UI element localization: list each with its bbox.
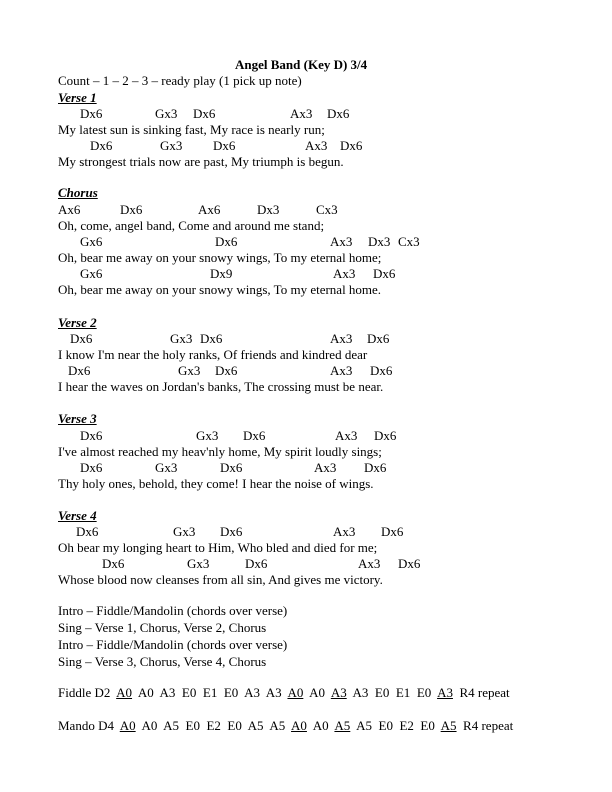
chord: Dx6 [80,106,103,121]
chord: Ax3 [335,428,358,443]
arrangement-line: Sing – Verse 1, Chorus, Verse 2, Chorus [58,620,267,635]
chord: Dx6 [68,363,91,378]
tab-note: E2 [399,718,414,733]
mando-tab [58,718,513,734]
chord: Ax3 [330,331,353,346]
section-heading: Verse 4 [58,508,97,523]
chord: Gx3 [178,363,201,378]
tab-note: A3 [159,685,176,700]
tab-note: A0 [312,718,329,733]
tab-note: E0 [223,685,239,700]
tab-note: A5 [440,718,457,733]
chord: Dx6 [193,106,216,121]
tab-note: A3 [244,685,260,700]
tab-note: A3 [352,685,369,700]
chord: Dx6 [102,556,125,571]
lyric-line: My strongest trials now are past, My triumph is begun. [58,154,344,169]
chord: Dx6 [90,138,113,153]
count-line: Count – 1 – 2 – 3 – ready play (1 pick up note) [58,73,302,88]
tab-note: A5 [247,718,264,733]
chord: Dx6 [374,428,397,443]
tab-note: E2 [206,718,221,733]
tab-note: E0 [378,718,393,733]
chord: Dx6 [327,106,350,121]
chord: Dx3 [368,234,391,249]
tab-note: E0 [227,718,242,733]
chord: Gx3 [196,428,219,443]
lyric-line: Oh, bear me away on your snowy wings, To my eternal home. [58,282,382,297]
tab-note: A5 [334,718,351,733]
chord: Dx6 [243,428,266,443]
lyric-line: Thy holy ones, behold, they come! I hear the noise of wings. [58,476,374,491]
chord: Gx3 [155,106,178,121]
chord: Cx3 [316,202,338,217]
chord: Ax3 [358,556,381,571]
lyric-line: My latest sun is sinking fast, My race is nearly run; [58,122,325,137]
chord: Gx3 [187,556,210,571]
lyric-line: Oh, come, angel band, Come and around me stand; [58,218,325,233]
tab-note: E0 [416,685,432,700]
tab-note: E0 [181,685,197,700]
song-title: Angel Band (Key D) 3/4 [235,57,368,72]
tab-note: A5 [163,718,180,733]
chord: Ax3 [330,363,353,378]
section-heading: Verse 1 [58,90,97,105]
arrangement-line: Sing – Verse 3, Chorus, Verse 4, Chorus [58,654,267,669]
chord: Ax3 [333,266,356,281]
tab-note: A5 [269,718,286,733]
chord: Ax3 [290,106,313,121]
chord: Dx6 [364,460,387,475]
lyric-line: Whose blood now cleanses from all sin, And gives me victory. [58,572,383,587]
tab-repeat: R4 repeat [463,718,514,733]
tab-note: A0 [287,685,304,700]
chord: Dx6 [70,331,93,346]
chord: Dx6 [398,556,421,571]
arrangement-line: Intro – Fiddle/Mandolin (chords over verse) [58,637,288,652]
chord: Dx6 [213,138,236,153]
chord: Gx6 [80,266,103,281]
section-heading: Verse 3 [58,411,97,426]
tab-label: Mando D4 [58,718,120,733]
fiddle-tab [58,685,510,701]
chord: Dx6 [220,524,243,539]
chord: Dx6 [120,202,143,217]
tab-note: A3 [330,685,347,700]
chord: Dx6 [80,460,103,475]
chord: Gx3 [173,524,196,539]
section-heading: Verse 2 [58,315,97,330]
chord: Dx6 [367,331,390,346]
tab-note: E0 [420,718,435,733]
chord: Gx6 [80,234,103,249]
tab-note: A0 [309,685,326,700]
lyric-line: I've almost reached my heav'nly home, My spirit loudly sings; [58,444,382,459]
chord: Dx6 [215,363,238,378]
tab-note: A0 [119,718,136,733]
chord: Dx3 [257,202,280,217]
tab-note: A5 [356,718,372,733]
chord: Gx3 [155,460,178,475]
chord: Ax3 [333,524,356,539]
tab-repeat: R4 repeat [459,685,510,700]
chord: Dx6 [220,460,243,475]
chord: Ax6 [198,202,221,217]
chord: Dx6 [381,524,404,539]
chord: Dx6 [373,266,396,281]
chord: Dx6 [340,138,363,153]
lyric-line: I know I'm near the holy ranks, Of friends and kindred dear [58,347,368,362]
tab-label: Fiddle D2 [58,685,117,700]
chord: Dx6 [200,331,223,346]
tab-note: A3 [437,685,453,700]
chord: Ax3 [314,460,337,475]
chord: Ax6 [58,202,81,217]
chord: Gx3 [160,138,183,153]
chord: Dx6 [245,556,268,571]
chord: Dx6 [215,234,238,249]
lyric-line: I hear the waves on Jordan's banks, The crossing must be near. [58,379,384,394]
lyric-line: Oh bear my longing heart to Him, Who bled and died for me; [58,540,378,555]
arrangement-line: Intro – Fiddle/Mandolin (chords over verse) [58,603,288,618]
chord: Cx3 [398,234,420,249]
chord: Dx6 [80,428,103,443]
chord: Ax3 [305,138,328,153]
tab-note: A0 [291,718,307,733]
tab-note: E0 [374,685,390,700]
chord: Gx3 [170,331,193,346]
tab-note: E1 [395,685,411,700]
chord: Ax3 [330,234,353,249]
tab-note: A0 [116,685,133,700]
tab-note: A0 [137,685,154,700]
tab-note: E0 [185,718,200,733]
tab-note: A0 [141,718,158,733]
section-heading: Chorus [58,185,98,200]
chord: Dx9 [210,266,233,281]
tab-note: E1 [202,685,218,700]
tab-note: A3 [265,685,282,700]
chord: Dx6 [370,363,393,378]
chord: Dx6 [76,524,99,539]
lyric-line: Oh, bear me away on your snowy wings, To my eternal home; [58,250,382,265]
